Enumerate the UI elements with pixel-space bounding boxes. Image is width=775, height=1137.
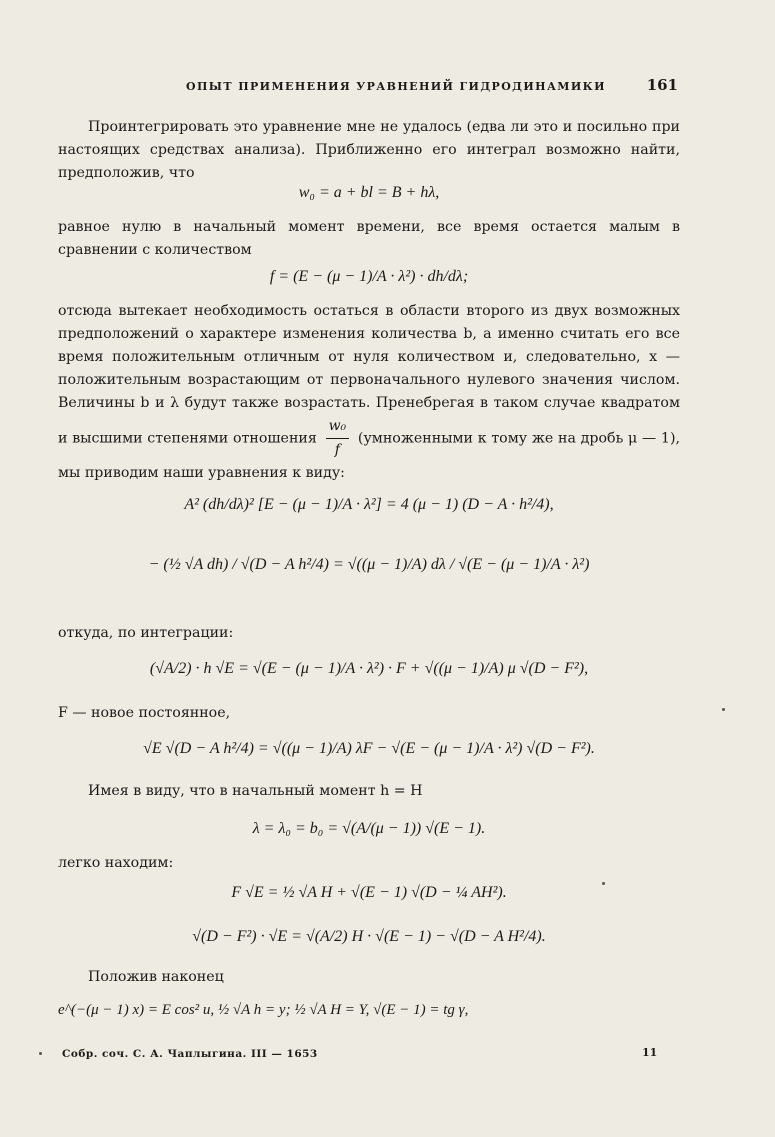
ratio-denominator: f — [334, 442, 340, 458]
paragraph-new-constant: F — новое постоянное, — [58, 705, 231, 721]
paragraph-consequence-text: отсюда вытекает необходимость остаться в области второго из двух возможных предположений о характере изменения количества b, а именно считать его все время положительным отличным от нуля количеством и, следовательно, x — положительным возрастающим от первоначального нулевого значения числом. Величины b и λ будут также возрастать. Пренебрегая в таком случае квадратом и высшими степенями отношения — [58, 303, 680, 447]
paragraph-intro: Проинтегрировать это уравнение мне не удалось (едва ли это и посильно при настоящих средствах анализа). Приближенно его интеграл возможно найти, предположив, что — [58, 119, 680, 181]
paragraph-integration: откуда, по интеграции: — [58, 625, 234, 641]
formula-f-definition: f = (E − (μ − 1)/A · λ²) · dh/dλ; — [269, 268, 469, 285]
ratio-w0-f — [326, 415, 350, 462]
formula-relation: √E √(D − A h²/4) = √((μ − 1)/A) λF − √(E − (μ − 1)/A · λ²) √(D − F²). — [143, 740, 595, 757]
formula-separated-variables: − (½ √A dh) / √(D − A h²/4) = √((μ − 1)/A) dλ / √(E − (μ − 1)/A · λ²) — [148, 556, 590, 573]
paragraph-zero-initial: равное нулю в начальный момент времени, все время остается малым в сравнении с количеством — [58, 219, 680, 258]
paragraph-consequence-tail: (умноженными к тому же на дробь μ — 1), мы приводим наши уравнения к виду: — [58, 430, 680, 481]
paper-speck — [39, 1052, 42, 1055]
running-title: ОПЫТ ПРИМЕНЕНИЯ УРАВНЕНИЙ ГИДРОДИНАМИКИ — [186, 80, 606, 93]
formula-integral: (√A/2) · h √E = √(E − (μ − 1)/A · λ²) · F + √((μ − 1)/A) μ √(D − F²), — [149, 660, 589, 677]
formula-lambda0: λ = λ₀ = b₀ = √(A/(μ − 1)) √(E − 1). — [252, 820, 486, 837]
paragraph-finally: Положив наконец — [88, 969, 224, 985]
paper-speck — [722, 708, 725, 711]
paragraph-initial-moment: Имея в виду, что в начальный момент h = H — [88, 783, 423, 799]
formula-F-root-E: F √E = ½ √A H + √(E − 1) √(D − ¼ AH²). — [231, 884, 507, 901]
paragraph-easily-find: легко находим: — [58, 855, 174, 871]
formula-w0: w₀ = a + bl = B + hλ, — [298, 184, 440, 201]
paragraph-consequence — [58, 300, 680, 485]
formula-root-D-F: √(D − F²) · √E = √(A/2) H · √(E − 1) − √(D − A H²/4). — [192, 928, 546, 945]
page-header — [186, 74, 678, 100]
formula-substitutions: e^(−(μ − 1) x) = E cos² u, ½ √A h = y; ½ √A H = Y, √(E − 1) = tg γ, — [58, 1002, 469, 1018]
page-number: 161 — [646, 76, 678, 94]
footer-signature: Собр. соч. С. А. Чаплыгина. III — 1653 — [62, 1048, 318, 1060]
ratio-numerator: w₀ — [326, 415, 350, 439]
sheet-number: 11 — [642, 1046, 658, 1059]
formula-main-equation: A² (dh/dλ)² [E − (μ − 1)/A · λ²] = 4 (μ − 1) (D − A · h²/4), — [184, 496, 554, 513]
paper-speck — [602, 882, 605, 885]
